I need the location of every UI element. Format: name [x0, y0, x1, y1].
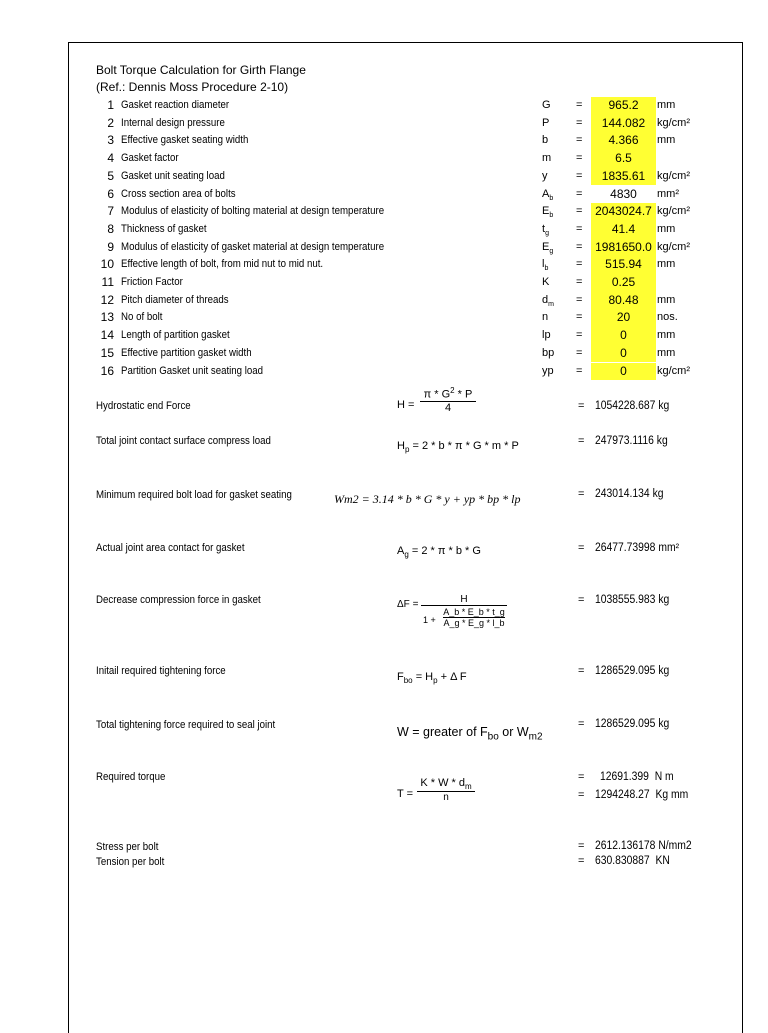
parameter-description: Gasket unit seating load — [121, 169, 225, 182]
initial-force-eq: = — [578, 665, 585, 677]
parameter-symbol — [542, 132, 548, 149]
joint-area-value — [595, 542, 679, 554]
parameter-value: 515.94 — [591, 256, 656, 274]
parameter-symbol — [542, 363, 554, 380]
h-formula-num-tail: * P — [454, 388, 473, 401]
parameter-symbol-text: t — [542, 222, 546, 235]
total-force-unit: kg — [658, 718, 670, 730]
parameter-equals: = — [576, 222, 583, 235]
stress-value — [595, 840, 692, 852]
parameter-equals: = — [576, 205, 583, 218]
parameter-value: 20 — [591, 309, 656, 327]
tension-eq: = — [578, 855, 585, 867]
parameter-description: Partition Gasket unit seating load — [121, 364, 264, 377]
parameter-equals: = — [576, 346, 583, 359]
torque-number-nm: 12691.399 — [600, 771, 649, 783]
parameter-number: 2 — [107, 115, 114, 130]
parameter-number: 7 — [107, 204, 114, 219]
parameter-number: 13 — [100, 310, 114, 325]
parameter-equals: = — [576, 258, 583, 271]
hydrostatic-eq: = — [578, 400, 585, 412]
initial-force-number: 1286529.095 — [595, 665, 656, 677]
parameter-equals: = — [576, 99, 583, 111]
parameter-row — [80, 132, 740, 150]
parameter-symbol — [542, 274, 549, 291]
initial-force-label: Initail required tightening force — [96, 665, 226, 677]
parameter-number: 10 — [100, 257, 114, 272]
torque-eq-kgmm: = — [578, 789, 585, 801]
torque-number-kgmm: 1294248.27 — [595, 789, 650, 801]
parameter-symbol-text: y — [542, 169, 548, 182]
min-bolt-load-value — [595, 488, 664, 500]
parameter-number: 12 — [100, 292, 114, 307]
parameter-equals: = — [576, 329, 583, 342]
parameter-description: Pitch diameter of threads — [121, 293, 229, 306]
parameter-unit: mm — [657, 293, 676, 306]
parameter-description: Friction Factor — [121, 276, 183, 288]
ag-rhs: = 2 * π * b * G — [408, 545, 481, 557]
parameter-unit: nos. — [657, 311, 678, 324]
parameter-symbol-text: d — [542, 293, 549, 306]
parameter-value: 80.48 — [591, 292, 656, 310]
parameter-symbol — [542, 345, 554, 362]
parameter-equals: = — [576, 152, 583, 165]
parameter-row — [80, 203, 740, 221]
parameter-symbol — [542, 115, 549, 132]
parameter-value: 144.082 — [591, 115, 656, 133]
df-lhs: ΔF = — [397, 599, 419, 610]
parameter-symbol-text: m — [542, 152, 552, 165]
parameter-equals: = — [576, 240, 583, 253]
joint-area-unit: mm² — [658, 542, 680, 554]
decrease-force-eq: = — [578, 594, 585, 606]
parameter-value: 0 — [591, 345, 656, 363]
h-formula-den: 4 — [444, 401, 452, 414]
parameter-number: 15 — [100, 345, 114, 360]
parameter-unit: mm — [657, 134, 676, 147]
torque-label: Required torque — [96, 771, 166, 783]
parameter-number: 3 — [107, 133, 114, 148]
parameter-equals: = — [576, 293, 583, 306]
parameter-symbol-text: n — [542, 311, 549, 324]
parameter-equals: = — [576, 134, 583, 147]
joint-contact-number: 247973.1116 — [595, 435, 654, 447]
parameter-row — [80, 168, 740, 186]
parameter-value: 0.25 — [591, 274, 656, 292]
parameter-number: 16 — [100, 363, 114, 378]
parameter-row — [80, 239, 740, 257]
parameter-symbol-text: A — [542, 187, 550, 200]
parameter-description: No of bolt — [121, 311, 163, 324]
parameter-description: Gasket factor — [121, 152, 179, 165]
parameter-row — [80, 115, 740, 133]
h-formula-num: π * G — [423, 388, 451, 401]
document-reference: (Ref.: Dennis Moss Procedure 2-10) — [96, 80, 289, 94]
parameter-symbol-text: P — [542, 116, 550, 129]
parameter-unit: mm — [657, 329, 676, 342]
parameter-description: Effective partition gasket width — [121, 346, 252, 359]
joint-contact-unit: kg — [656, 435, 668, 447]
parameter-unit: mm² — [657, 187, 679, 200]
parameter-symbol-sub: g — [549, 247, 554, 255]
parameter-value: 965.2 — [591, 97, 656, 115]
parameter-number: 4 — [107, 151, 114, 166]
tension-unit: KN — [655, 855, 670, 867]
df-num: H — [460, 594, 468, 605]
fbo-formula — [397, 671, 467, 685]
tension-value — [595, 855, 670, 867]
t-lhs: T = — [397, 788, 414, 800]
parameter-description: Effective length of bolt, from mid nut to mid nut. — [121, 258, 324, 271]
hydrostatic-value — [595, 400, 669, 412]
parameter-symbol-sub: b — [549, 212, 554, 220]
tension-label: Tension per bolt — [96, 856, 165, 868]
parameter-row — [80, 345, 740, 363]
parameter-number: 6 — [107, 186, 114, 201]
stress-eq: = — [578, 840, 585, 852]
total-force-value — [595, 718, 669, 730]
parameter-symbol — [542, 150, 551, 167]
torque-unit-nm: N m — [654, 771, 674, 783]
total-force-eq: = — [578, 718, 585, 730]
wm2-formula: Wm2 = 3.14 * b * G * y + yp * bp * lp — [334, 492, 521, 506]
fbo-sub: bo — [403, 676, 413, 686]
df-inner-den: A_g * E_g * l_b — [443, 618, 505, 628]
parameter-symbol-text: E — [542, 205, 550, 218]
parameter-number: 8 — [107, 221, 114, 236]
df-fraction — [421, 594, 507, 636]
parameter-symbol-text: yp — [542, 364, 554, 377]
hp-rhs: = 2 * b * π * G * m * P — [409, 440, 519, 452]
parameter-number: 9 — [107, 239, 114, 254]
t-den: n — [443, 792, 449, 804]
parameter-row — [80, 327, 740, 345]
w-mid: or W — [498, 725, 529, 739]
fbo-rhs-sub: p — [433, 676, 438, 686]
parameter-equals: = — [576, 169, 583, 182]
parameter-unit: kg/cm² — [657, 169, 690, 182]
parameter-number: 1 — [107, 98, 114, 112]
ag-formula — [397, 545, 481, 559]
parameter-description: Length of partition gasket — [121, 329, 230, 342]
parameter-symbol-sub: g — [545, 230, 549, 238]
parameter-row — [80, 363, 740, 381]
decrease-force-number: 1038555.983 — [595, 594, 656, 606]
total-force-number: 1286529.095 — [595, 718, 656, 730]
fbo-tail: + Δ F — [437, 671, 467, 683]
parameter-row — [80, 292, 740, 310]
parameter-unit: mm — [657, 258, 676, 271]
parameter-symbol-text: b — [542, 134, 549, 147]
t-num-sub: m — [464, 782, 472, 792]
parameter-value: 1835.61 — [591, 168, 656, 186]
parameter-description: Effective gasket seating width — [121, 134, 249, 147]
h-formula-fraction — [420, 386, 476, 414]
hydrostatic-number: 1054228.687 — [595, 400, 656, 412]
joint-area-label: Actual joint area contact for gasket — [96, 542, 245, 554]
ag-lhs: A — [397, 545, 405, 557]
parameter-unit: kg/cm² — [657, 116, 690, 129]
parameter-value: 1981650.0 — [591, 239, 656, 257]
w-formula — [397, 725, 543, 743]
w-sub2: m2 — [528, 731, 543, 743]
t-num-text: K * W * d — [420, 777, 465, 789]
parameter-equals: = — [576, 116, 583, 129]
parameter-equals: = — [576, 276, 583, 288]
parameter-symbol — [542, 97, 551, 114]
min-bolt-load-unit: kg — [652, 488, 664, 500]
parameter-symbol-text: l — [542, 258, 545, 271]
joint-contact-label: Total joint contact surface compress load — [96, 435, 271, 447]
h-formula-exp: 2 — [450, 386, 455, 395]
df-inner-fraction — [443, 607, 505, 628]
stress-unit: N/mm2 — [658, 840, 692, 852]
parameter-symbol-sub: b — [549, 194, 554, 202]
parameter-value: 41.4 — [591, 221, 656, 239]
df-inner-num: A_b * E_b * t_g — [443, 607, 505, 617]
parameter-symbol-text: G — [542, 99, 551, 111]
parameter-value: 6.5 — [591, 150, 656, 168]
w-sub1: bo — [487, 731, 499, 743]
parameter-symbol-text: E — [542, 240, 550, 253]
parameter-description: Thickness of gasket — [121, 222, 207, 235]
t-num — [417, 777, 475, 791]
tension-number: 630.830887 — [595, 855, 650, 867]
parameter-symbol-text: K — [542, 276, 550, 288]
parameter-unit: mm — [657, 346, 676, 359]
parameter-symbol — [542, 327, 551, 344]
parameter-symbol — [542, 168, 548, 185]
parameter-unit: kg/cm² — [657, 364, 690, 377]
parameter-description: Cross section area of bolts — [121, 187, 236, 200]
w-text: W = greater of F — [397, 725, 488, 739]
parameter-equals: = — [576, 311, 583, 324]
parameter-unit: kg/cm² — [657, 205, 690, 218]
df-den-lead: 1 + — [423, 615, 436, 625]
parameter-unit: kg/cm² — [657, 240, 690, 253]
document-title: Bolt Torque Calculation for Girth Flange — [96, 63, 306, 77]
hp-lhs: H — [397, 440, 405, 452]
parameter-unit: mm — [657, 222, 676, 235]
df-denominator — [421, 606, 507, 636]
parameter-row — [80, 256, 740, 274]
decrease-force-label: Decrease compression force in gasket — [96, 594, 261, 606]
parameter-symbol — [542, 309, 548, 326]
ag-sub: g — [404, 550, 409, 560]
parameter-symbol-text: bp — [542, 346, 555, 359]
joint-area-number: 26477.73998 — [595, 542, 656, 554]
parameter-description: Modulus of elasticity of gasket material at design temperature — [121, 240, 385, 253]
parameter-description: Modulus of elasticity of bolting material at design temperature — [121, 205, 385, 218]
parameter-number: 11 — [101, 275, 114, 289]
parameter-equals: = — [576, 187, 583, 200]
parameter-row — [80, 186, 740, 204]
parameter-value: 0 — [591, 327, 656, 345]
stress-label: Stress per bolt — [96, 841, 159, 853]
torque-eq-nm: = — [578, 771, 585, 783]
fbo-rhs: = H — [412, 671, 434, 683]
fbo-lhs: F — [397, 671, 404, 683]
parameter-symbol-sub: m — [548, 300, 554, 308]
joint-area-eq: = — [578, 542, 585, 554]
stress-number: 2612.136178 — [595, 840, 656, 852]
parameter-equals: = — [576, 364, 583, 377]
min-bolt-load-number: 243014.134 — [595, 488, 650, 500]
initial-force-value — [595, 665, 669, 677]
parameter-value: 4830 — [610, 186, 637, 201]
joint-contact-value — [595, 435, 668, 447]
parameter-symbol-text: lp — [542, 329, 551, 342]
parameter-row — [80, 97, 740, 115]
torque-unit-kgmm: Kg mm — [655, 789, 689, 801]
parameter-value: 4.366 — [591, 132, 656, 150]
min-bolt-load-label: Minimum required bolt load for gasket seating — [96, 489, 292, 501]
min-bolt-load-eq: = — [578, 488, 585, 500]
hp-formula — [397, 440, 519, 454]
t-fraction — [417, 777, 475, 803]
decrease-force-value — [595, 594, 669, 606]
hydrostatic-unit: kg — [658, 400, 670, 412]
parameter-row — [80, 274, 740, 292]
torque-value-kgmm — [595, 789, 688, 801]
parameter-value: 0 — [591, 363, 656, 381]
parameter-row — [80, 150, 740, 168]
decrease-force-unit: kg — [658, 594, 670, 606]
parameter-row — [80, 309, 740, 327]
hp-sub: p — [404, 445, 410, 455]
parameter-unit: mm — [657, 99, 676, 111]
h-formula-lhs: H = — [397, 399, 415, 411]
parameter-symbol-sub: b — [544, 265, 549, 273]
parameter-number: 14 — [100, 328, 114, 343]
parameter-description: Internal design pressure — [121, 116, 225, 129]
total-force-label: Total tightening force required to seal joint — [96, 719, 276, 731]
torque-value-nm — [600, 771, 674, 783]
parameter-row — [80, 221, 740, 239]
parameter-number: 5 — [107, 168, 114, 183]
parameter-value: 2043024.7 — [591, 203, 656, 221]
joint-contact-eq: = — [578, 435, 585, 447]
initial-force-unit: kg — [658, 665, 670, 677]
hydrostatic-label: Hydrostatic end Force — [96, 400, 191, 412]
parameter-description: Gasket reaction diameter — [121, 99, 230, 111]
